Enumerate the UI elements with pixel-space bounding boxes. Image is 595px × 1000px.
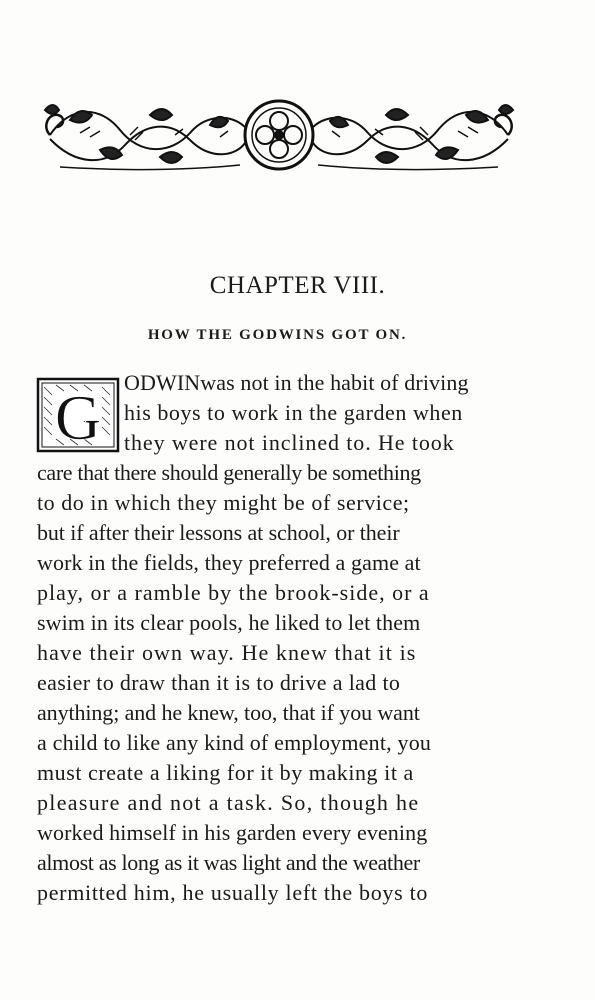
- body-line: pleasure and not a task. So, though he: [37, 790, 420, 815]
- body-line: ODWIN was not in the habit of driving: [124, 370, 469, 395]
- body-line: must create a liking for it by making it a: [37, 760, 414, 785]
- body-line: have their own way. He knew that it is: [37, 640, 417, 665]
- body-line: worked himself in his garden every evening: [37, 820, 428, 845]
- chapter-title: CHAPTER VIII.: [209, 272, 386, 299]
- body-line: to do in which they might be of service;: [37, 490, 410, 515]
- body-line: his boys to work in the garden when: [124, 400, 463, 425]
- body-line: easier to draw than it is to drive a lad to: [37, 670, 401, 695]
- body-line: permitted him, he usually left the boys to: [37, 880, 429, 905]
- dropcap-letter: G: [54, 382, 102, 453]
- body-text: [37, 368, 497, 908]
- body-line: almost as long as it was light and the weather: [37, 850, 420, 875]
- body-line: they were not inclined to. He took: [124, 430, 455, 455]
- headpiece-ornament: [40, 95, 518, 175]
- body-line: work in the fields, they preferred a game at: [37, 550, 421, 575]
- body-line: swim in its clear pools, he liked to let them: [37, 610, 421, 635]
- body-line: anything; and he knew, too, that if you want: [37, 700, 420, 725]
- body-line: play, or a ramble by the brook-side, or a: [37, 580, 430, 605]
- body-line: but if after their lessons at school, or their: [37, 520, 400, 545]
- chapter-subtitle: HOW THE GODWINS GOT ON.: [147, 327, 408, 343]
- body-line: care that there should generally be something: [37, 460, 421, 485]
- body-line: a child to like any kind of employment, you: [37, 730, 432, 755]
